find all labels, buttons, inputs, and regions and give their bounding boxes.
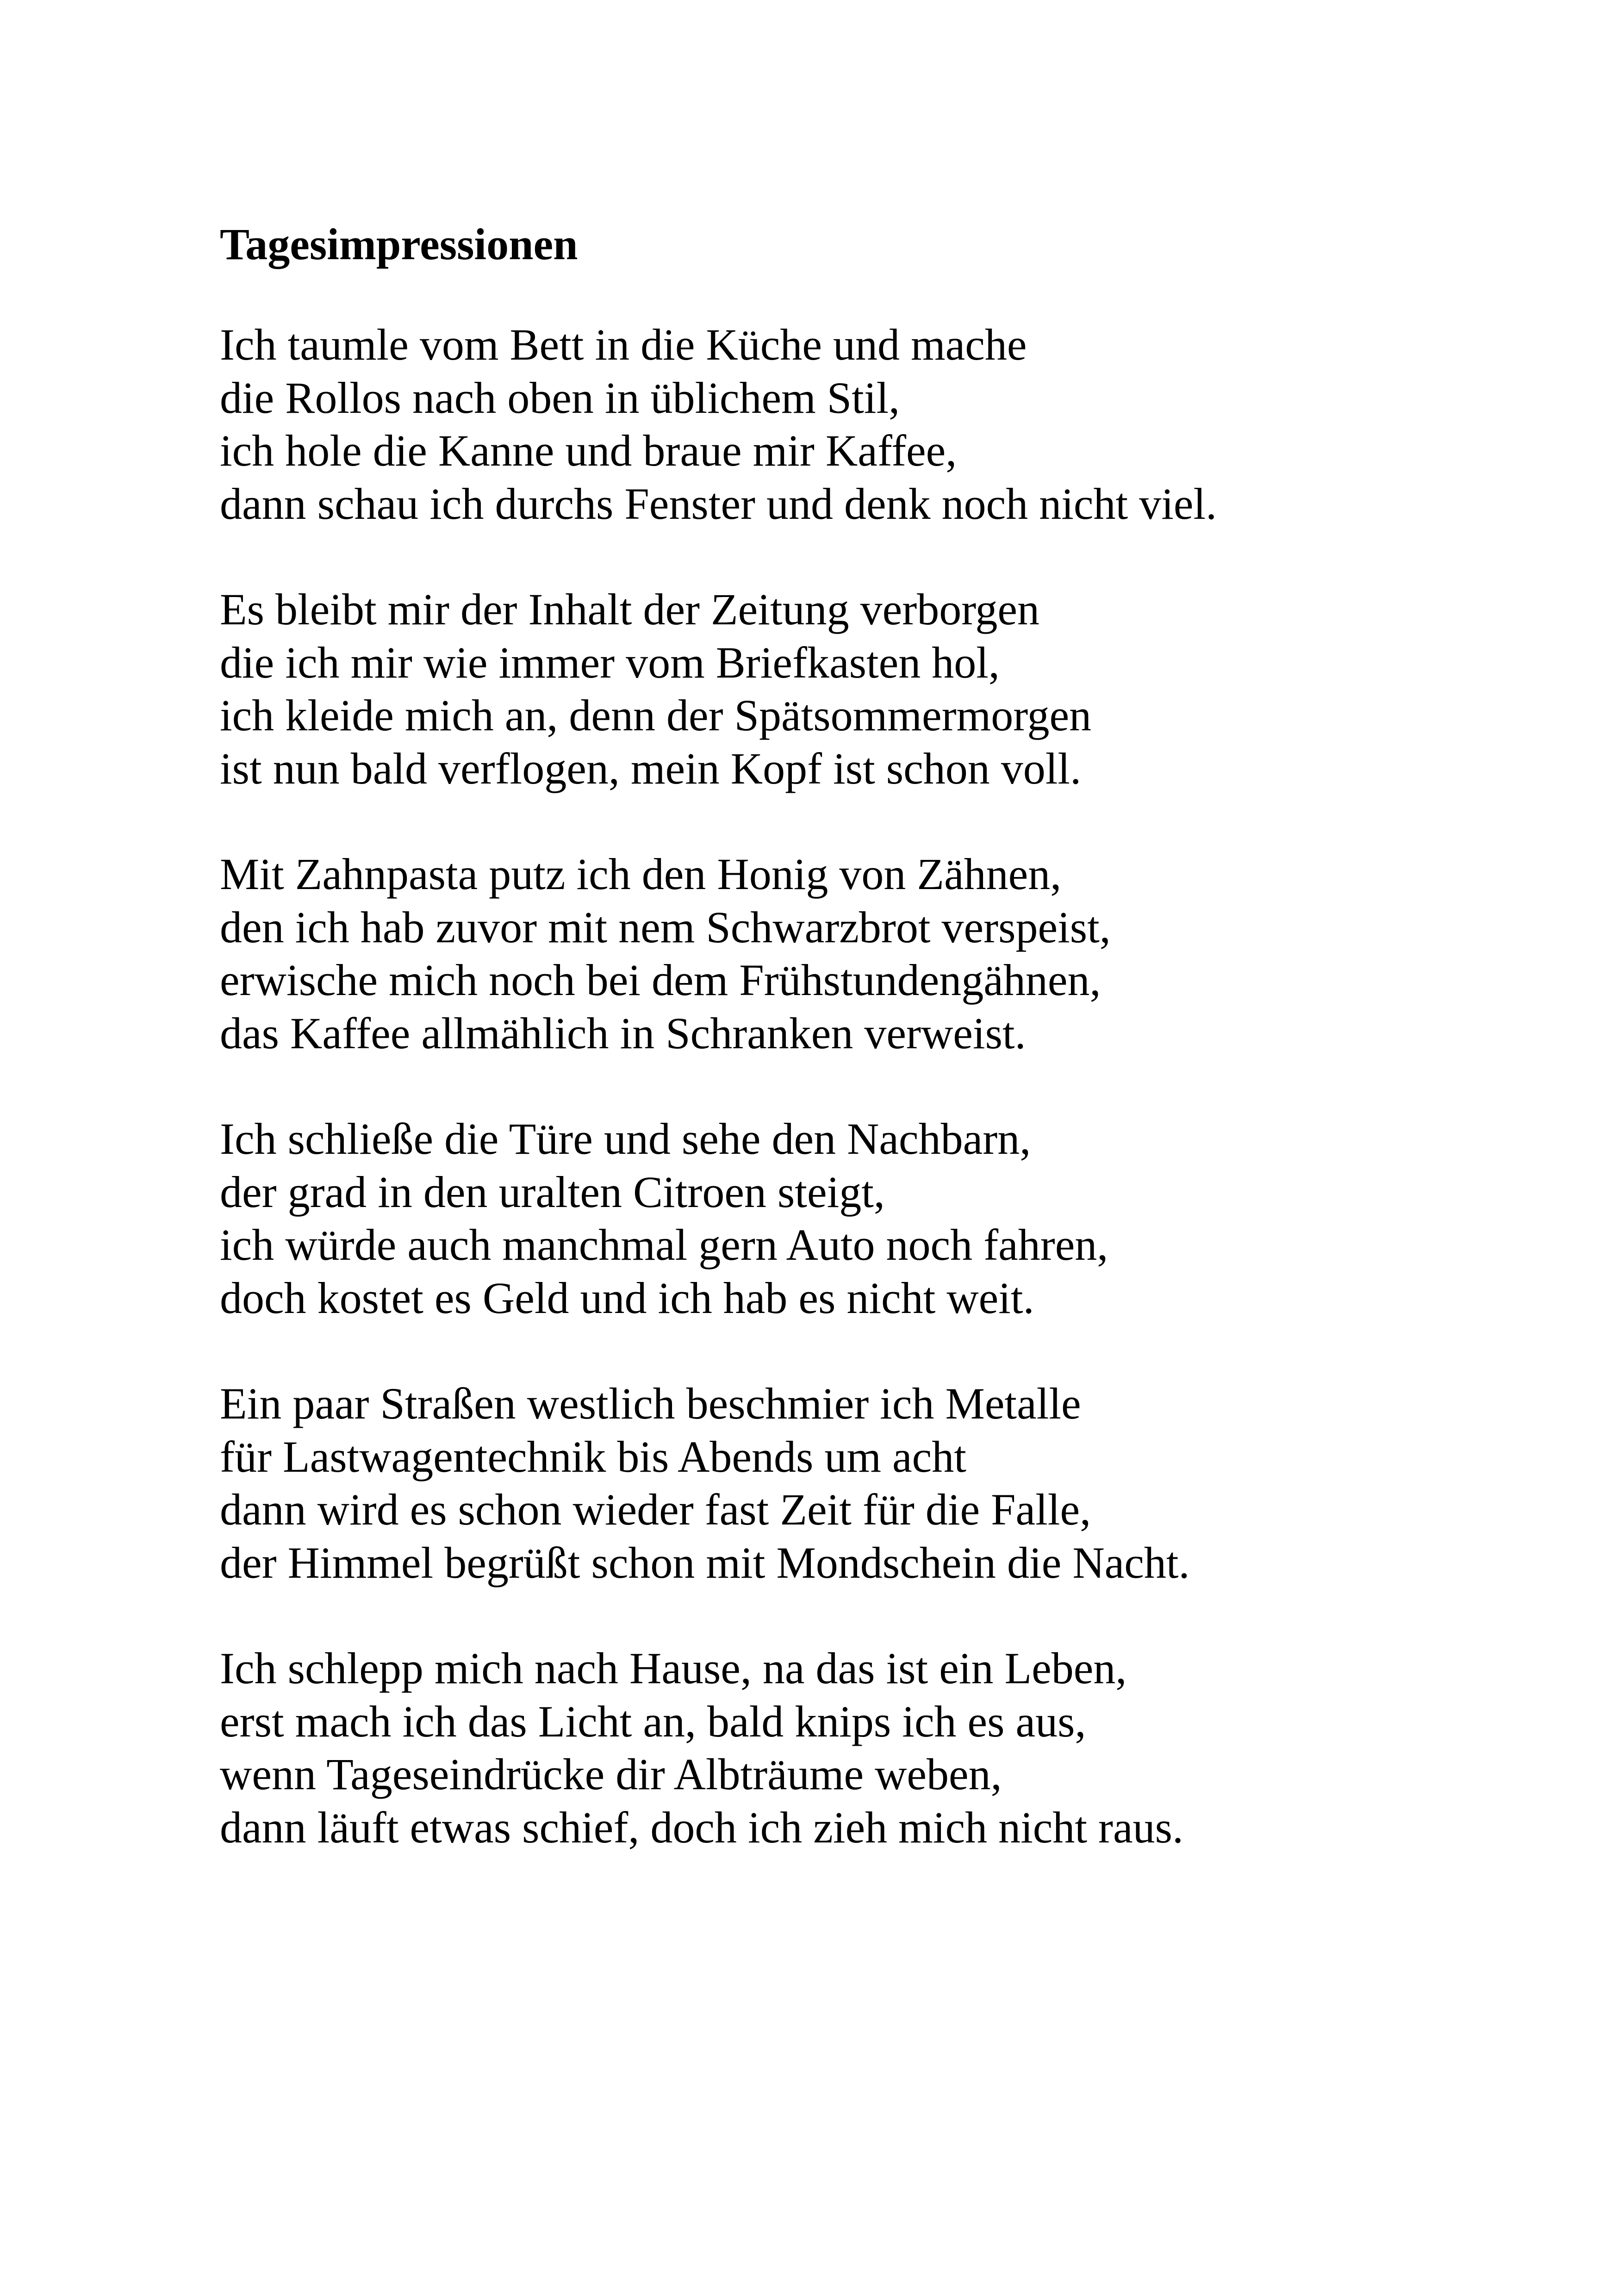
- poem-line: der Himmel begrüßt schon mit Mondschein die Nacht.: [220, 1537, 1190, 1587]
- poem-line: Mit Zahnpasta putz ich den Honig von Zähnen,: [220, 849, 1062, 899]
- stanza-4: [220, 1113, 1562, 1325]
- poem-line: das Kaffee allmählich in Schranken verweist.: [220, 1008, 1026, 1058]
- poem-title: Tagesimpressionen: [220, 219, 578, 269]
- poem-line: Es bleibt mir der Inhalt der Zeitung verborgen: [220, 585, 1040, 634]
- poem-line: die Rollos nach oben in üblichem Stil,: [220, 373, 900, 423]
- poem-line: erwische mich noch bei dem Frühstundengähnen,: [220, 955, 1101, 1005]
- poem-line: ich kleide mich an, denn der Spätsommermorgen: [220, 691, 1092, 740]
- poem-line: doch kostet es Geld und ich hab es nicht weit.: [220, 1273, 1034, 1323]
- poem-line: die ich mir wie immer vom Briefkasten hol,: [220, 637, 1000, 687]
- poem-line: wenn Tageseindrücke dir Albträume weben,: [220, 1749, 1002, 1799]
- poem-line: ich hole die Kanne und braue mir Kaffee,: [220, 426, 957, 475]
- stanza-6: [220, 1642, 1562, 1854]
- poem-line: Ich schlepp mich nach Hause, na das ist ein Leben,: [220, 1643, 1127, 1693]
- poem-line: Ein paar Straßen westlich beschmier ich Metalle: [220, 1379, 1081, 1428]
- poem-line: der grad in den uralten Citroen steigt,: [220, 1167, 885, 1217]
- poem-line: dann wird es schon wieder fast Zeit für die Falle,: [220, 1485, 1091, 1534]
- stanza-5: [220, 1377, 1562, 1589]
- stanza-1: [220, 318, 1562, 530]
- poem: [220, 217, 1562, 1907]
- poem-line: den ich hab zuvor mit nem Schwarzbrot verspeist,: [220, 902, 1111, 952]
- poem-line: Ich schließe die Türe und sehe den Nachbarn,: [220, 1114, 1031, 1164]
- stanza-2: [220, 583, 1562, 795]
- poem-line: dann schau ich durchs Fenster und denk noch nicht viel.: [220, 479, 1217, 529]
- poem-line: Ich taumle vom Bett in die Küche und mache: [220, 320, 1027, 369]
- poem-line: ist nun bald verflogen, mein Kopf ist schon voll.: [220, 743, 1082, 793]
- poem-line: ich würde auch manchmal gern Auto noch fahren,: [220, 1220, 1108, 1269]
- poem-line: für Lastwagentechnik bis Abends um acht: [220, 1431, 966, 1481]
- poem-line: erst mach ich das Licht an, bald knips ich es aus,: [220, 1696, 1086, 1746]
- stanza-3: [220, 848, 1562, 1060]
- poem-line: dann läuft etwas schief, doch ich zieh mich nicht raus.: [220, 1802, 1183, 1852]
